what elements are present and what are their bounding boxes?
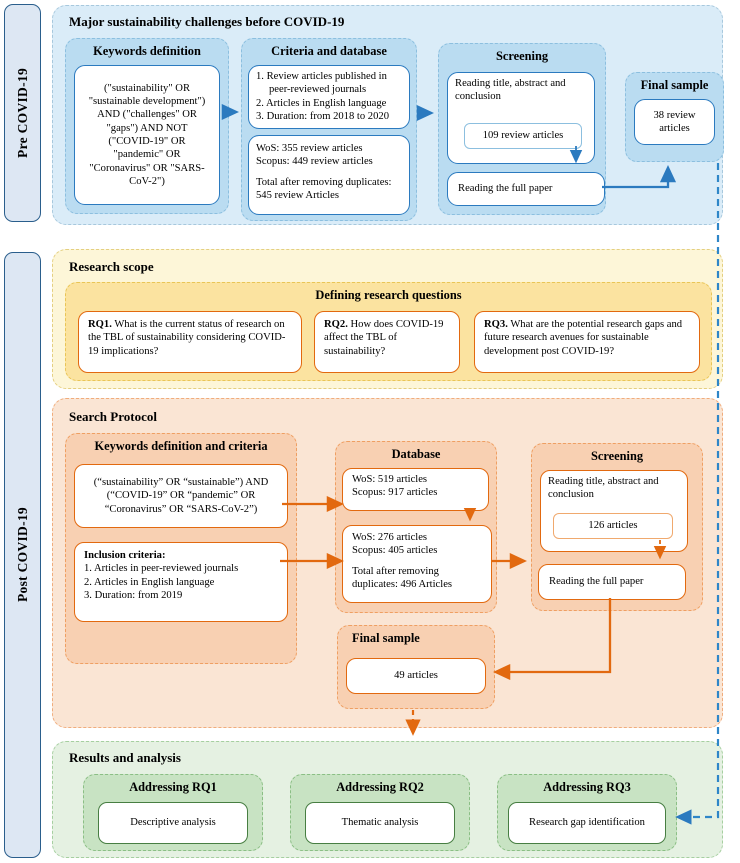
panel-addressing-rq1-header: Addressing RQ1: [129, 780, 217, 794]
panel-final-sample-pre: [625, 72, 724, 162]
criteria-list-box: [248, 65, 410, 129]
panel-addressing-rq2-header: Addressing RQ2: [336, 780, 424, 794]
rq2-box: [314, 311, 460, 373]
panel-addressing-rq3: [497, 774, 677, 851]
screening-count-box: 109 review articles: [464, 123, 582, 149]
panel-keywords-criteria: [65, 433, 297, 664]
panel-final-sample-pre-header: Final sample: [640, 78, 709, 92]
db-initial-wos: WoS: 519 articles: [352, 474, 428, 485]
rq1-box: [78, 311, 302, 373]
protocol-screening-step1-text: Reading title, abstract and conclusion: [548, 476, 659, 501]
panel-final-sample-post: [337, 625, 495, 709]
panel-research-questions-header: Defining research questions: [315, 288, 462, 302]
final-sample-pre-count: 38 review articles: [634, 99, 715, 145]
final-sample-post-count: 49 articles: [346, 658, 486, 694]
inclusion-item: 3. Duration: from 2019: [84, 590, 183, 602]
rq2-label: RQ2.: [324, 319, 348, 330]
panel-screening-pre-header: Screening: [495, 49, 549, 63]
criteria-item: 2. Articles in English language: [256, 97, 387, 109]
section-pre-covid-title: Major sustainability challenges before COVID-19: [69, 14, 345, 29]
panel-screening-post: [531, 443, 703, 611]
inclusion-criteria-header: Inclusion criteria:: [84, 550, 166, 561]
inclusion-criteria-box: [74, 542, 288, 622]
scopus-count: Scopus: 449 review articles: [256, 156, 373, 168]
side-label-pre-covid-text: Pre COVID-19: [14, 68, 30, 158]
db-deduped-wos: WoS: 276 articles: [352, 532, 428, 543]
section-results: [52, 741, 723, 858]
protocol-query-box: (“sustainability” OR “sustainable”) AND (“COVID-19” OR “pandemic” OR “Coronavirus” OR “SARS-CoV-2”): [74, 464, 288, 528]
panel-criteria-database: [241, 38, 417, 221]
side-label-pre-covid: [4, 4, 41, 222]
wos-count: WoS: 355 review articles: [256, 143, 363, 154]
criteria-item: 3. Duration: from 2018 to 2020: [256, 111, 389, 123]
panel-screening-post-header: Screening: [590, 449, 644, 463]
database-deduped-box: [342, 525, 492, 603]
panel-database: [335, 441, 497, 613]
panel-criteria-database-header: Criteria and database: [271, 44, 387, 58]
rq3-text: What are the potential research gaps and future research avenues for sustainable development post COVID-19?: [484, 319, 683, 357]
panel-addressing-rq2: [290, 774, 470, 851]
rq2-text: How does COVID-19 affect the TBL of sustainability?: [324, 319, 444, 357]
rq3-box: [474, 311, 700, 373]
keywords-query-box: ("sustainability" OR "sustainable development") AND ("challenges" OR "gaps") AND NOT ("COVID-19" OR "pandemic" OR "Coronavirus" OR "SARS-CoV-2"): [74, 65, 220, 205]
protocol-screening-count-box: 126 articles: [553, 513, 673, 539]
panel-addressing-rq3-header: Addressing RQ3: [543, 780, 631, 794]
side-label-post-covid-text: Post COVID-19: [14, 507, 30, 603]
section-search-protocol-title: Search Protocol: [69, 409, 157, 424]
section-pre-covid: [52, 5, 723, 225]
database-initial-box: [342, 468, 489, 511]
db-initial-scopus: Scopus: 917 articles: [352, 487, 438, 499]
panel-keywords-definition: [65, 38, 229, 214]
screening-step1-box: [447, 72, 595, 164]
panel-database-header: Database: [391, 447, 441, 461]
panel-research-questions: [65, 282, 712, 381]
panel-keywords-criteria-header: Keywords definition and criteria: [94, 439, 268, 453]
rq3-label: RQ3.: [484, 319, 508, 330]
screening-step1-text: Reading title, abstract and conclusion: [455, 78, 566, 103]
database-counts-box: [248, 135, 410, 215]
side-label-post-covid: [4, 252, 41, 858]
criteria-item: 1. Review articles published in peer-reviewed journals: [256, 71, 387, 96]
screening-step2-box: Reading the full paper: [447, 172, 605, 206]
rq1-text: What is the current status of research on the TBL of sustainability considering COVID-19 implications?: [88, 319, 286, 357]
section-research-scope: [52, 249, 723, 389]
protocol-screening-step1-box: [540, 470, 688, 552]
db-total: Total after removing duplicates: 496 Articles: [352, 565, 453, 591]
panel-screening-pre: [438, 43, 606, 215]
panel-addressing-rq1: [83, 774, 263, 851]
rq1-label: RQ1.: [88, 319, 112, 330]
rq1-method-box: Descriptive analysis: [98, 802, 248, 844]
inclusion-item: 1. Articles in peer-reviewed journals: [84, 563, 239, 575]
panel-final-sample-post-header: Final sample: [352, 631, 420, 645]
section-research-scope-title: Research scope: [69, 259, 154, 274]
inclusion-item: 2. Articles in English language: [84, 576, 215, 588]
section-search-protocol: [52, 398, 723, 728]
db-deduped-scopus: Scopus: 405 articles: [352, 545, 438, 557]
rq3-method-box: Research gap identification: [508, 802, 666, 844]
rq2-method-box: Thematic analysis: [305, 802, 455, 844]
section-results-title: Results and analysis: [69, 750, 181, 765]
panel-keywords-definition-header: Keywords definition: [93, 44, 201, 58]
total-count: Total after removing duplicates: 545 review Articles: [256, 176, 392, 202]
protocol-screening-step2-box: Reading the full paper: [538, 564, 686, 600]
